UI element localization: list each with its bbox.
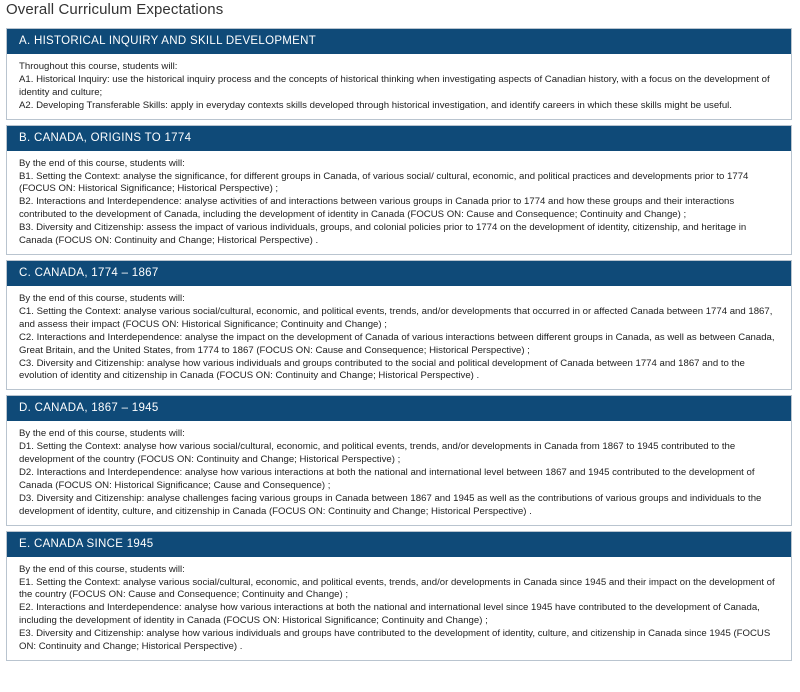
section-intro: By the end of this course, students will: <box>19 428 185 440</box>
expectation-item: B3. Diversity and Citizenship: assess the impact of various individuals, groups, and colonial policies prior to 1774 on the development of identity, citizenship, and heritage in Canada (FOCUS ON: Continuity and Change; Historical Perspective) . <box>19 222 747 247</box>
expectation-item: B1. Setting the Context: analyse the significance, for different groups in Canada, of various social/ cultural, economic, and political practices and developments prior to 1774 (FOCUS ON: Historical Significance; Historical Perspective) ; <box>19 170 749 195</box>
expectation-item: C1. Setting the Context: analyse various social/cultural, economic, and political events, trends, and/or developments that occurred in or affected Canada between 1774 and 1867, and assess their impact (FOCUS ON: Historical Significance; Continuity and Change) ; <box>19 305 773 330</box>
expectation-item: C3. Diversity and Citizenship: analyse how various individuals and groups contributed to the social and political development of Canada between 1774 and 1867 and to the evolution of identity and citizenship in Canada (FOCUS ON: Continuity and Change; Historical Perspective) . <box>19 357 745 382</box>
expectation-item: E1. Setting the Context: analyse various social/cultural, economic, and political events, trends, and/or developments in Canada since 1945 and their impact on the development of the country (FOCUS ON: Cause and Consequence; Continuity and Change) ; <box>19 576 775 601</box>
expectations-sections <box>6 28 792 666</box>
expectation-item: E2. Interactions and Interdependence: analyse how various interactions at both the national and international level since 1945 have contributed to the development of Canada, including the development of identity in Canada (FOCUS ON: Historical Significance; Continuity and Change) ; <box>19 602 760 627</box>
expectation-item: D1. Setting the Context: analyse how various social/cultural, economic, and political events, trends, and/or developments in Canada from 1867 to 1945 contributed to the development of the country (FOCUS ON: Continuity and Change; Historical Perspective) ; <box>19 441 736 466</box>
section-intro: Throughout this course, students will: <box>19 61 178 72</box>
section-body <box>7 286 791 389</box>
section-intro: By the end of this course, students will: <box>19 563 185 575</box>
section-header: E. CANADA SINCE 1945 <box>7 532 791 557</box>
section-intro: By the end of this course, students will: <box>19 292 185 304</box>
expectation-item: D3. Diversity and Citizenship: analyse challenges facing various groups in Canada between 1867 and 1945 as well as the contributions of various groups and individuals to the development of identity, culture, and citizenship in Canada (FOCUS ON: Continuity and Change; Historical Perspective) . <box>19 492 762 517</box>
section-body <box>7 421 791 524</box>
section-e <box>6 531 792 661</box>
section-body <box>7 557 791 660</box>
section-c <box>6 260 792 390</box>
section-body <box>7 151 791 254</box>
expectation-item: C2. Interactions and Interdependence: analyse the impact on the development of Canada of various interactions between different groups in Canada, as well as between Canada, Great Britain, and the United States, from 1774 to 1867 (FOCUS ON: Cause and Consequence; Historical Perspective) ; <box>19 331 775 356</box>
section-header: D. CANADA, 1867 – 1945 <box>7 396 791 421</box>
expectation-item: A1. Historical Inquiry: use the historical inquiry process and the concepts of historical thinking when investigating aspects of Canadian history, with a focus on the development of identity and culture; <box>19 73 770 98</box>
section-header: C. CANADA, 1774 – 1867 <box>7 261 791 286</box>
section-d <box>6 395 792 525</box>
expectation-item: A2. Developing Transferable Skills: apply in everyday contexts skills developed through historical investigation, and identify careers in which these skills might be useful. <box>19 99 732 111</box>
expectation-item: E3. Diversity and Citizenship: analyse how various individuals and groups have contributed to the development of identity, culture, and citizenship in Canada since 1945 (FOCUS ON: Continuity and Change; Historical Perspective) . <box>19 628 771 653</box>
section-header: B. CANADA, ORIGINS TO 1774 <box>7 126 791 151</box>
section-b <box>6 125 792 255</box>
section-body <box>7 54 791 119</box>
expectation-item: B2. Interactions and Interdependence: analyse activities of and interactions between various groups in Canada prior to 1774 and how these groups and their interactions contributed to the development of Canada, including the development of identity in Canada (FOCUS ON: Cause and Consequence; Continuity and Change) ; <box>19 196 735 221</box>
expectation-item: D2. Interactions and Interdependence: analyse how various interactions at both the national and international level between 1867 and 1945 contributed to the development of Canada (FOCUS ON: Historical Significance; Cause and Consequence) ; <box>19 467 755 491</box>
section-header: A. HISTORICAL INQUIRY AND SKILL DEVELOPMENT <box>7 29 791 54</box>
section-a <box>6 28 792 120</box>
page-title: Overall Curriculum Expectations <box>6 1 224 18</box>
section-intro: By the end of this course, students will: <box>19 157 185 169</box>
